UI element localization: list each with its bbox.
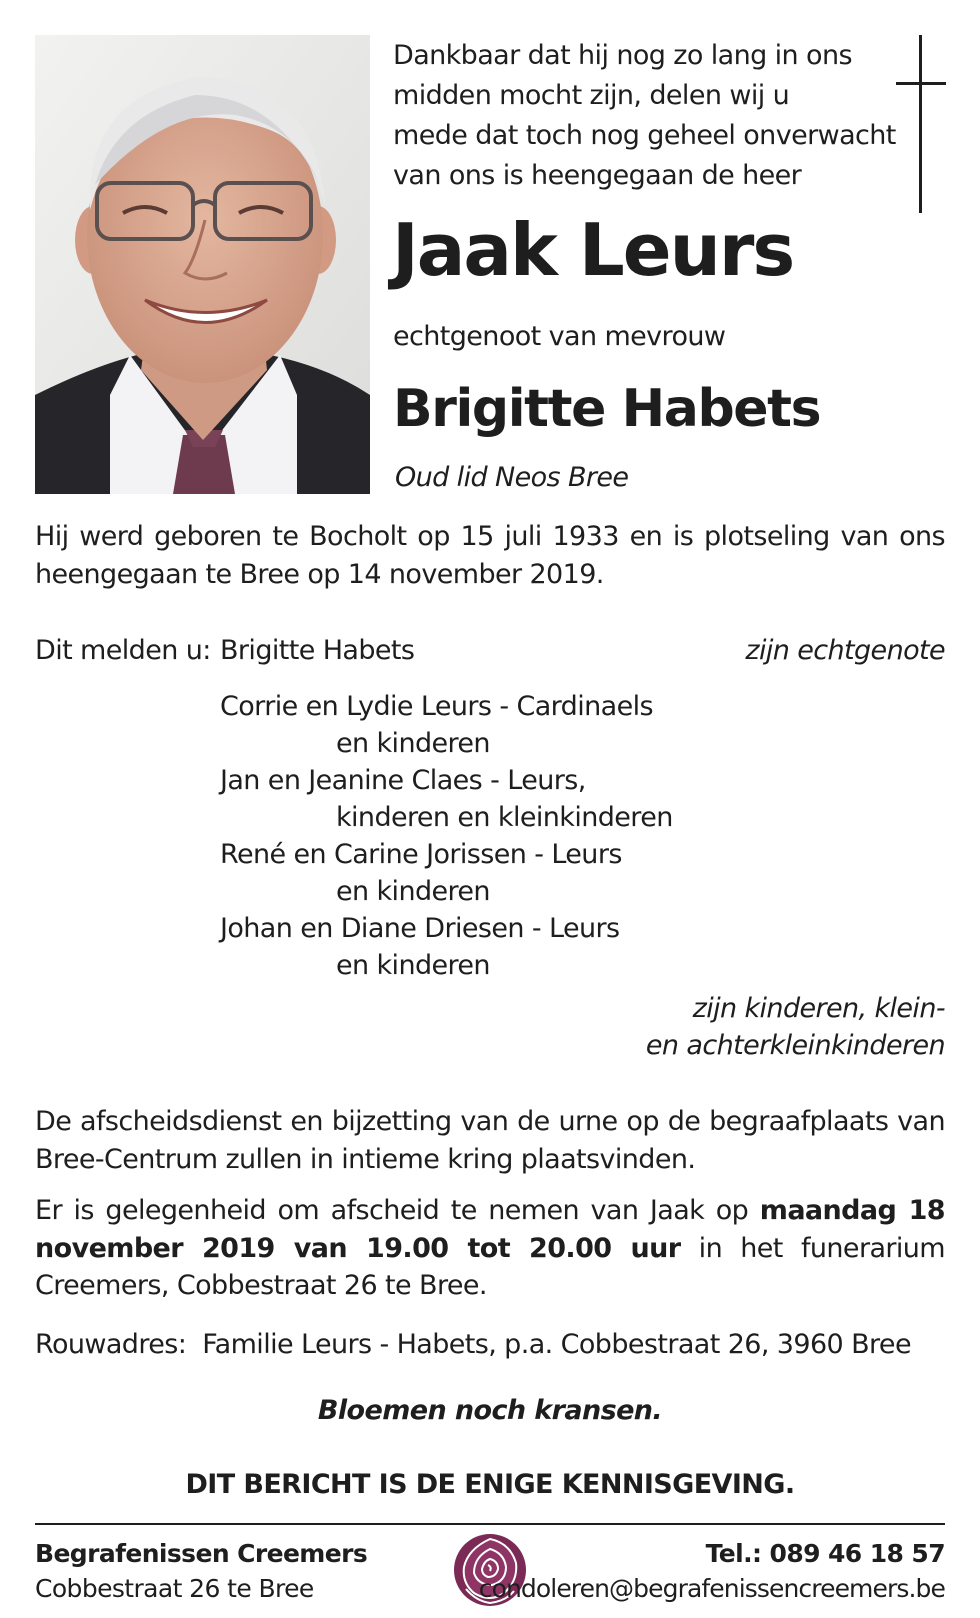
member-note: Oud lid Neos Bree [395, 462, 629, 493]
announcer-child-sub: en kinderen [336, 950, 490, 981]
birth-paragraph: Hij werd geboren te Bocholt op 15 juli 1933 en is plotseling van ons heengegaan te Bree op 14 november 2019. [35, 521, 945, 590]
deceased-name: Jaak Leurs [392, 208, 794, 292]
intro-text [393, 36, 896, 196]
announcer-child-name: René en Carine Jorissen - Leurs [220, 839, 622, 870]
visitation-text: Er is gelegenheid om afscheid te nemen van Jaak op [35, 1195, 760, 1226]
intro-line: mede dat toch nog geheel onverwacht [393, 120, 896, 151]
mourning-address-value: Familie Leurs - Habets, p.a. Cobbestraat 26, 3960 Bree [202, 1329, 911, 1360]
announcers-label: Dit melden u: [35, 635, 211, 666]
flowers-note: Bloemen noch kransen. [317, 1395, 663, 1426]
announcer-spouse: Brigitte Habets [220, 635, 415, 666]
children-role-line: en achterkleinkinderen [645, 1030, 945, 1061]
footer-divider [35, 1523, 945, 1525]
intro-line: midden mocht zijn, delen wij u [393, 80, 790, 111]
spouse-name: Brigitte Habets [393, 379, 821, 439]
cross-icon [896, 35, 946, 215]
intro-line: van ons is heengegaan de heer [393, 160, 802, 191]
children-role-line: zijn kinderen, klein- [692, 993, 945, 1024]
spouse-intro: echtgenoot van mevrouw [393, 321, 726, 352]
visitation-datetime: maandag 18 november 2019 van 19.00 tot 20.00 uur [35, 1195, 945, 1264]
mourning-address [35, 1326, 911, 1363]
footer-phone: Tel.: 089 46 18 57 [705, 1539, 945, 1568]
announcer-child-name: Jan en Jeanine Claes - Leurs, [220, 765, 586, 796]
footer-address: Cobbestraat 26 te Bree [35, 1574, 314, 1603]
visitation-location: in het funerarium Creemers, Cobbestraat 26 te Bree. [35, 1232, 946, 1301]
visitation-paragraph [35, 1192, 945, 1305]
announcer-child-sub: kinderen en kleinkinderen [336, 802, 673, 833]
announcer-child-sub: en kinderen [336, 728, 490, 759]
notice-statement: DIT BERICHT IS DE ENIGE KENNISGEVING. [185, 1469, 795, 1500]
announcer-child-name: Corrie en Lydie Leurs - Cardinaels [220, 691, 653, 722]
intro-line: Dankbaar dat hij nog zo lang in ons [393, 40, 852, 71]
portrait-photo [35, 35, 370, 494]
spouse-role: zijn echtgenote [745, 635, 945, 666]
footer-email[interactable]: condoleren@begrafenissencreemers.be [478, 1574, 945, 1603]
announcer-child-name: Johan en Diane Driesen - Leurs [220, 913, 620, 944]
service-paragraph: De afscheidsdienst en bijzetting van de urne op de begraafplaats van Bree-Centrum zullen in intieme kring plaatsvinden. [35, 1106, 945, 1175]
footer-company: Begrafenissen Creemers [35, 1539, 368, 1568]
mourning-address-label: Rouwadres: [35, 1329, 187, 1360]
announcer-child-sub: en kinderen [336, 876, 490, 907]
